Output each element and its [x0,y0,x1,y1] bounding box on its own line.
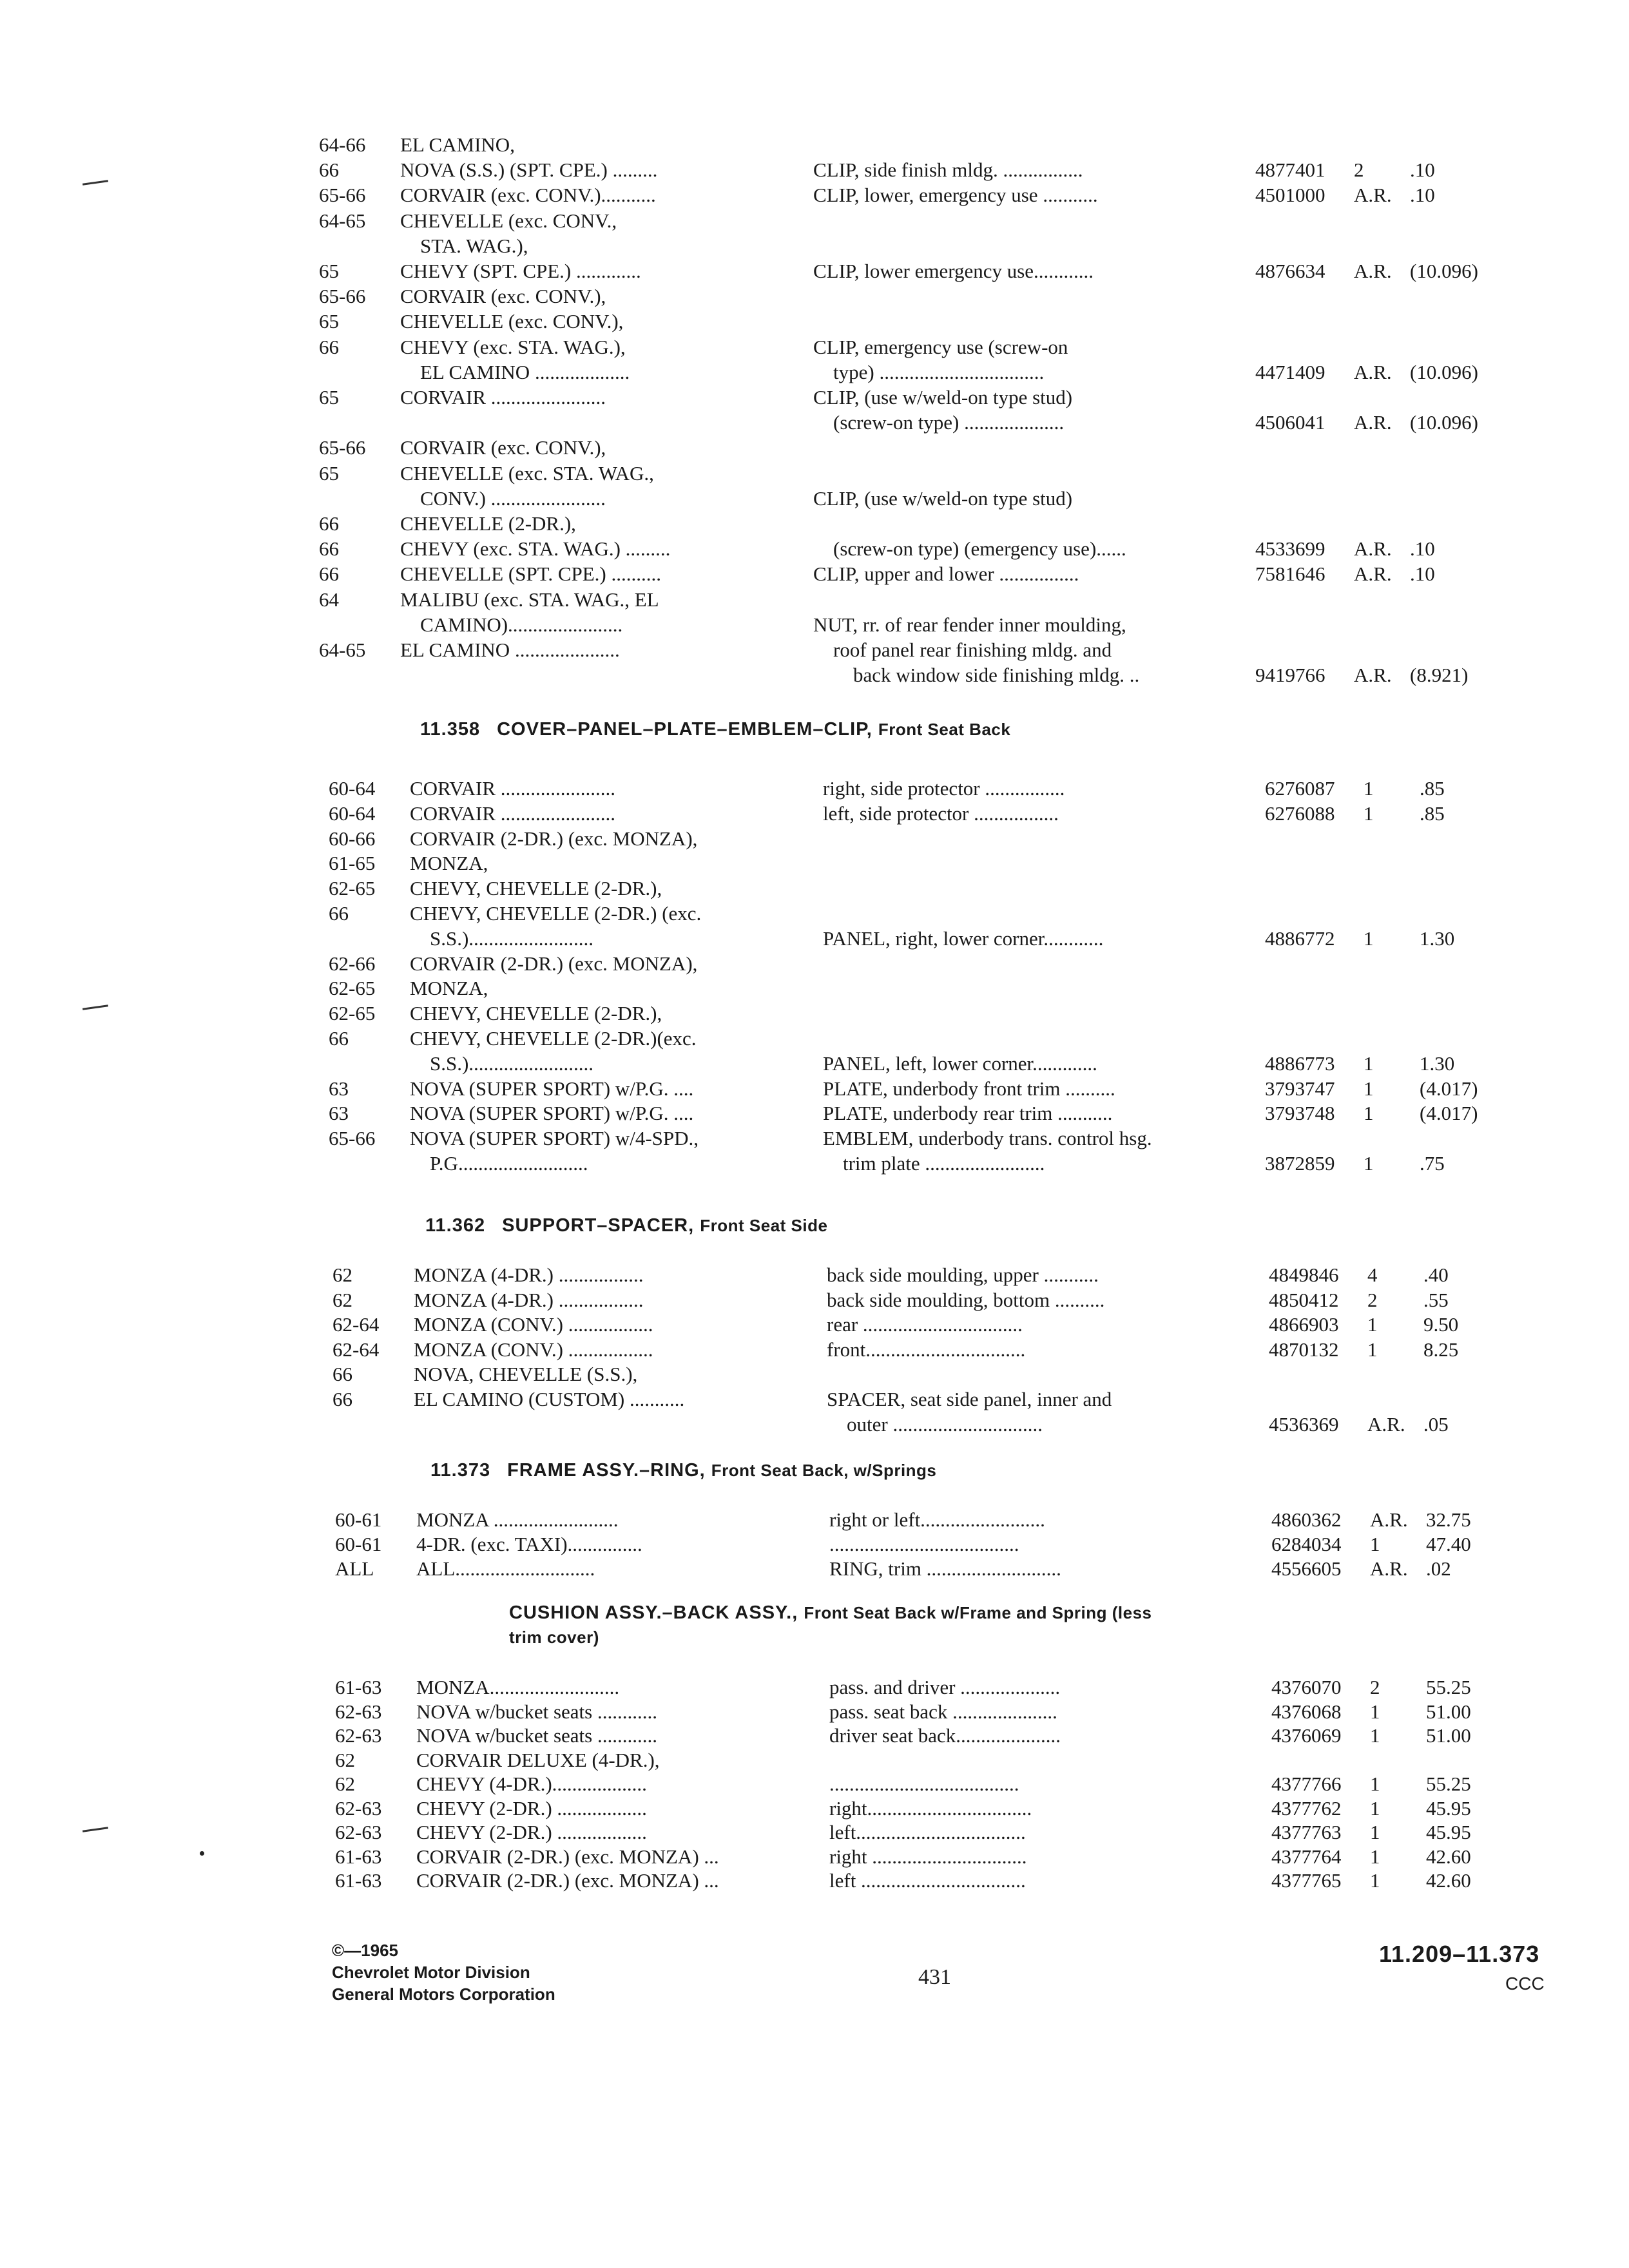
model-years: 61-63 [335,1869,382,1892]
model-years: 62-63 [335,1796,382,1820]
part-description: front................................ [827,1338,1026,1361]
price: (10.096) [1410,260,1478,282]
price: 51.00 [1426,1724,1471,1747]
model-years: 66 [319,512,339,535]
model-years: 62-63 [335,1821,382,1843]
section-heading-s4 [430,1460,936,1481]
model-name: STA. WAG.), [400,234,528,257]
model-name: MONZA.......................... [416,1676,620,1698]
model-years: 61-65 [329,852,376,875]
part-description: pass. and driver .................... [829,1676,1061,1698]
model-name: CORVAIR (2-DR.) (exc. MONZA) ... [416,1869,719,1892]
part-number: 4536369 [1269,1412,1339,1436]
part-description: CLIP, emergency use (screw-on [813,335,1068,358]
part-description: CLIP, (use w/weld-on type stud) [813,386,1073,408]
model-name: MONZA ......................... [416,1508,619,1531]
price: 8.25 [1423,1338,1459,1361]
price: 42.60 [1426,1869,1471,1892]
part-description: right or left......................... [829,1508,1045,1531]
price: .10 [1410,537,1435,561]
quantity: A.R. [1370,1508,1408,1531]
part-number: 4877401 [1255,159,1325,182]
part-description: (screw-on type) .................... [813,411,1065,434]
quantity: 1 [1364,1152,1374,1175]
model-name: CHEVELLE (2-DR.), [400,512,576,535]
price: 55.25 [1426,1773,1471,1795]
model-years: 64 [319,588,339,611]
model-years: 65-66 [319,285,366,308]
model-name: CORVAIR (2-DR.) (exc. MONZA) ... [416,1845,719,1868]
quantity: A.R. [1354,664,1392,687]
part-number: 4376070 [1271,1676,1342,1698]
part-number: 4870132 [1269,1338,1339,1361]
model-years: 62-64 [333,1338,380,1361]
model-name: CHEVELLE (exc. CONV.), [400,310,624,333]
part-description: RING, trim ........................... [829,1557,1061,1580]
model-name: MONZA, [410,977,488,1000]
section-number: 11.362 [425,1215,486,1236]
section-subtitle: Front Seat Back w/Frame and Spring (less [804,1603,1152,1622]
part-number: 4506041 [1255,411,1325,434]
model-name: CHEVELLE (SPT. CPE.) .......... [400,562,661,586]
model-years: 65 [319,386,339,408]
quantity: 2 [1354,159,1364,182]
model-name: CORVAIR DELUXE (4-DR.), [416,1748,660,1771]
part-description: right, side protector ................ [823,777,1065,800]
part-description: right................................. [829,1796,1032,1820]
model-name: NOVA (SUPER SPORT) w/P.G. .... [410,1077,694,1100]
quantity: 1 [1364,777,1374,800]
footer-left [332,1939,555,2005]
model-years: 61-63 [335,1845,382,1868]
quantity: A.R. [1354,184,1392,207]
division-line: Chevrolet Motor Division [332,1963,530,1982]
model-years: 62-64 [333,1313,380,1336]
model-years: 66 [329,902,349,925]
quantity: 1 [1370,1845,1380,1868]
model-years: 66 [319,159,339,182]
model-name: CONV.) ....................... [400,486,606,510]
part-description: PLATE, underbody rear trim ........... [823,1102,1113,1125]
part-description: SPACER, seat side panel, inner and [827,1388,1112,1410]
speck-mark [200,1851,204,1856]
part-number: 4376069 [1271,1724,1342,1747]
price: .05 [1423,1412,1449,1436]
section-heading-s3 [425,1215,827,1236]
model-name: CHEVY (2-DR.) .................. [416,1821,647,1843]
model-name: MONZA (CONV.) ................. [414,1313,653,1336]
model-name: 4-DR. (exc. TAXI)............... [416,1533,642,1555]
model-name: CORVAIR ....................... [410,777,616,800]
model-name: CHEVELLE (exc. CONV., [400,209,617,232]
quantity: 1 [1370,1796,1380,1820]
part-number: 4377763 [1271,1821,1342,1843]
model-years: 66 [329,1027,349,1050]
model-name: NOVA, CHEVELLE (S.S.), [414,1363,638,1386]
model-years: 60-64 [329,777,376,800]
part-description: PLATE, underbody front trim .......... [823,1077,1115,1100]
part-number: 6276087 [1265,777,1335,800]
price: 32.75 [1426,1508,1471,1531]
part-number: 4850412 [1269,1288,1339,1311]
model-name: EL CAMINO (CUSTOM) ........... [414,1388,685,1410]
section-title: FRAME ASSY.–RING, [507,1460,706,1481]
part-description: right ............................... [829,1845,1027,1868]
quantity: 2 [1370,1676,1380,1698]
part-number: 6276088 [1265,802,1335,825]
price: 9.50 [1423,1313,1459,1336]
model-name: CORVAIR ....................... [400,386,606,408]
model-name: CHEVY, CHEVELLE (2-DR.)(exc. [410,1027,697,1050]
part-description: CLIP, lower, emergency use ........... [813,184,1098,207]
part-description: roof panel rear finishing mldg. and [813,639,1112,661]
model-name: NOVA w/bucket seats ............ [416,1700,657,1723]
section-number: 11.358 [420,719,481,740]
quantity: 1 [1370,1869,1380,1892]
model-years: 65 [319,461,339,485]
part-number: 3793748 [1265,1102,1335,1125]
quantity: 1 [1364,1077,1374,1100]
price: .55 [1423,1288,1449,1311]
model-years: 64-66 [319,133,366,156]
model-name: CORVAIR (exc. CONV.), [400,285,606,308]
price: 45.95 [1426,1821,1471,1843]
section-subtitle: Front Seat Back, w/Springs [711,1461,937,1480]
model-years: 62 [333,1264,352,1286]
part-number: 6284034 [1271,1533,1342,1555]
quantity: 1 [1364,1052,1374,1075]
model-years: 66 [319,335,339,358]
model-years: 62 [335,1773,355,1795]
section-subtitle-continued: trim cover) [509,1628,599,1647]
model-years: 60-64 [329,802,376,825]
section-number: 11.373 [430,1460,491,1481]
part-description: pass. seat back ..................... [829,1700,1057,1723]
quantity: A.R. [1354,360,1392,383]
model-years: 66 [333,1388,352,1410]
model-years: 62 [333,1288,352,1311]
model-name: CHEVY (2-DR.) .................. [416,1796,647,1820]
quantity: A.R. [1354,537,1392,561]
model-name: CORVAIR (exc. CONV.)........... [400,184,656,207]
part-description: CLIP, side finish mldg. ................ [813,159,1083,182]
section-subtitle: Front Seat Back [878,720,1011,739]
model-years: 64-65 [319,639,366,661]
model-name: CHEVY (exc. STA. WAG.) ......... [400,537,671,561]
part-description: CLIP, (use w/weld-on type stud) [813,486,1073,510]
quantity: 1 [1364,802,1374,825]
part-number: 4866903 [1269,1313,1339,1336]
part-number: 4377765 [1271,1869,1342,1892]
part-number: 4556605 [1271,1557,1342,1580]
model-name: S.S.)......................... [410,1052,594,1075]
part-number: 4533699 [1255,537,1325,561]
part-number: 4849846 [1269,1264,1339,1286]
model-name: NOVA (SUPER SPORT) w/P.G. .... [410,1102,694,1125]
part-number: 4876634 [1255,260,1325,282]
model-name: MALIBU (exc. STA. WAG., EL [400,588,659,611]
model-years: 62-66 [329,952,376,975]
section-heading-s5 [509,1602,1152,1648]
model-name: CHEVY, CHEVELLE (2-DR.) (exc. [410,902,702,925]
quantity: 1 [1364,1102,1374,1125]
model-name: CORVAIR (2-DR.) (exc. MONZA), [410,827,698,850]
part-number: 4886773 [1265,1052,1335,1075]
quantity: 1 [1370,1724,1380,1747]
model-name: EL CAMINO ..................... [400,639,620,661]
price: .40 [1423,1264,1449,1286]
part-number: 4860362 [1271,1508,1342,1531]
model-years: 63 [329,1102,349,1125]
part-number: 4376068 [1271,1700,1342,1723]
price: .85 [1420,802,1445,825]
quantity: 1 [1367,1338,1378,1361]
part-description: PANEL, right, lower corner............ [823,927,1104,950]
model-name: NOVA w/bucket seats ............ [416,1724,657,1747]
part-description: back window side finishing mldg. .. [813,664,1140,687]
model-name: EL CAMINO, [400,133,515,156]
model-years: 63 [329,1077,349,1100]
price: .10 [1410,159,1435,182]
quantity: 1 [1370,1700,1380,1723]
price: .85 [1420,777,1445,800]
model-years: 60-61 [335,1533,382,1555]
model-years: 66 [319,537,339,561]
model-years: 62 [335,1748,355,1771]
model-years: 60-66 [329,827,376,850]
model-name: MONZA, [410,852,488,875]
model-name: EL CAMINO ................... [400,360,630,383]
part-number: 9419766 [1255,664,1325,687]
section-heading-s2 [420,719,1010,740]
section-subtitle: Front Seat Side [700,1216,828,1235]
model-name: NOVA (S.S.) (SPT. CPE.) ......... [400,159,658,182]
model-name: CORVAIR ....................... [410,802,616,825]
model-years: 65 [319,310,339,333]
part-description: ...................................... [829,1533,1019,1555]
model-years: 65-66 [319,184,366,207]
section-title: CUSHION ASSY.–BACK ASSY., [509,1602,798,1623]
model-years: 66 [333,1363,352,1386]
model-years: 62-65 [329,877,376,900]
part-number: 7581646 [1255,562,1325,586]
model-name: MONZA (4-DR.) ................. [414,1288,644,1311]
part-description: PANEL, left, lower corner............. [823,1052,1097,1075]
model-years: 64-65 [319,209,366,232]
price: .10 [1410,562,1435,586]
price: .10 [1410,184,1435,207]
quantity: 1 [1370,1533,1380,1555]
part-number: 4377764 [1271,1845,1342,1868]
price: 47.40 [1426,1533,1471,1555]
price: 45.95 [1426,1796,1471,1820]
part-description: left ................................. [829,1869,1026,1892]
model-name: CORVAIR (2-DR.) (exc. MONZA), [410,952,698,975]
catalog-code: CCC [1505,1974,1545,1994]
model-years: 62-63 [335,1724,382,1747]
model-name: CHEVY, CHEVELLE (2-DR.), [410,877,662,900]
quantity: 1 [1370,1773,1380,1795]
part-description: back side moulding, upper ........... [827,1264,1099,1286]
corporation-line: General Motors Corporation [332,1984,555,2004]
model-name: CHEVY (4-DR.)................... [416,1773,647,1795]
model-years: 65-66 [319,436,366,459]
price: (8.921) [1410,664,1469,687]
section-range: 11.209–11.373 [1379,1941,1540,1967]
part-description: left.................................. [829,1821,1026,1843]
model-years: 60-61 [335,1508,382,1531]
model-name: CORVAIR (exc. CONV.), [400,436,606,459]
model-years: 61-63 [335,1676,382,1698]
model-name: CAMINO)....................... [400,613,623,636]
price: (4.017) [1420,1077,1478,1100]
copyright-line: ©—1965 [332,1941,398,1960]
price: (10.096) [1410,411,1478,434]
part-number: 3872859 [1265,1152,1335,1175]
model-years: 62-65 [329,1002,376,1025]
model-years: 66 [319,562,339,586]
model-years: 62-65 [329,977,376,1000]
part-number: 3793747 [1265,1077,1335,1100]
part-description: back side moulding, bottom .......... [827,1288,1105,1311]
quantity: 1 [1370,1821,1380,1843]
quantity: A.R. [1354,562,1392,586]
model-name: CHEVY, CHEVELLE (2-DR.), [410,1002,662,1025]
model-years: 65 [319,260,339,282]
model-name: MONZA (CONV.) ................. [414,1338,653,1361]
model-name: CHEVY (SPT. CPE.) ............. [400,260,641,282]
quantity: A.R. [1367,1412,1405,1436]
price: 1.30 [1420,927,1455,950]
model-name: CHEVELLE (exc. STA. WAG., [400,461,654,485]
part-description: type) ................................. [813,360,1045,383]
part-number: 4377766 [1271,1773,1342,1795]
price: (10.096) [1410,360,1478,383]
part-number: 4886772 [1265,927,1335,950]
part-description: CLIP, upper and lower ................ [813,562,1079,586]
part-number: 4377762 [1271,1796,1342,1820]
part-description: rear ................................ [827,1313,1023,1336]
part-description: driver seat back..................... [829,1724,1061,1747]
model-years: ALL [335,1557,374,1580]
model-years: 65-66 [329,1127,376,1150]
model-name: P.G.......................... [410,1152,588,1175]
part-number: 4501000 [1255,184,1325,207]
quantity: 2 [1367,1288,1378,1311]
part-description: ...................................... [829,1773,1019,1795]
part-number: 4471409 [1255,360,1325,383]
quantity: A.R. [1370,1557,1408,1580]
quantity: 1 [1364,927,1374,950]
model-name: ALL............................ [416,1557,595,1580]
part-description: left, side protector ................. [823,802,1059,825]
quantity: 1 [1367,1313,1378,1336]
quantity: A.R. [1354,260,1392,282]
price: 55.25 [1426,1676,1471,1698]
part-description: outer .............................. [827,1412,1043,1436]
part-description: CLIP, lower emergency use............ [813,260,1094,282]
part-description: NUT, rr. of rear fender inner moulding, [813,613,1126,636]
section-title: SUPPORT–SPACER, [502,1215,695,1236]
part-description: (screw-on type) (emergency use)...... [813,537,1126,561]
part-description: EMBLEM, underbody trans. control hsg. [823,1127,1152,1150]
page-number: 431 [918,1965,951,1989]
price: 42.60 [1426,1845,1471,1868]
model-name: CHEVY (exc. STA. WAG.), [400,335,626,358]
price: .75 [1420,1152,1445,1175]
price: .02 [1426,1557,1451,1580]
section-title: COVER–PANEL–PLATE–EMBLEM–CLIP, [497,719,872,740]
model-years: 62-63 [335,1700,382,1723]
part-description: trim plate ........................ [823,1152,1045,1175]
price: 1.30 [1420,1052,1455,1075]
quantity: 4 [1367,1264,1378,1286]
model-name: S.S.)......................... [410,927,594,950]
model-name: MONZA (4-DR.) ................. [414,1264,644,1286]
quantity: A.R. [1354,411,1392,434]
price: 51.00 [1426,1700,1471,1723]
model-name: NOVA (SUPER SPORT) w/4-SPD., [410,1127,699,1150]
price: (4.017) [1420,1102,1478,1125]
